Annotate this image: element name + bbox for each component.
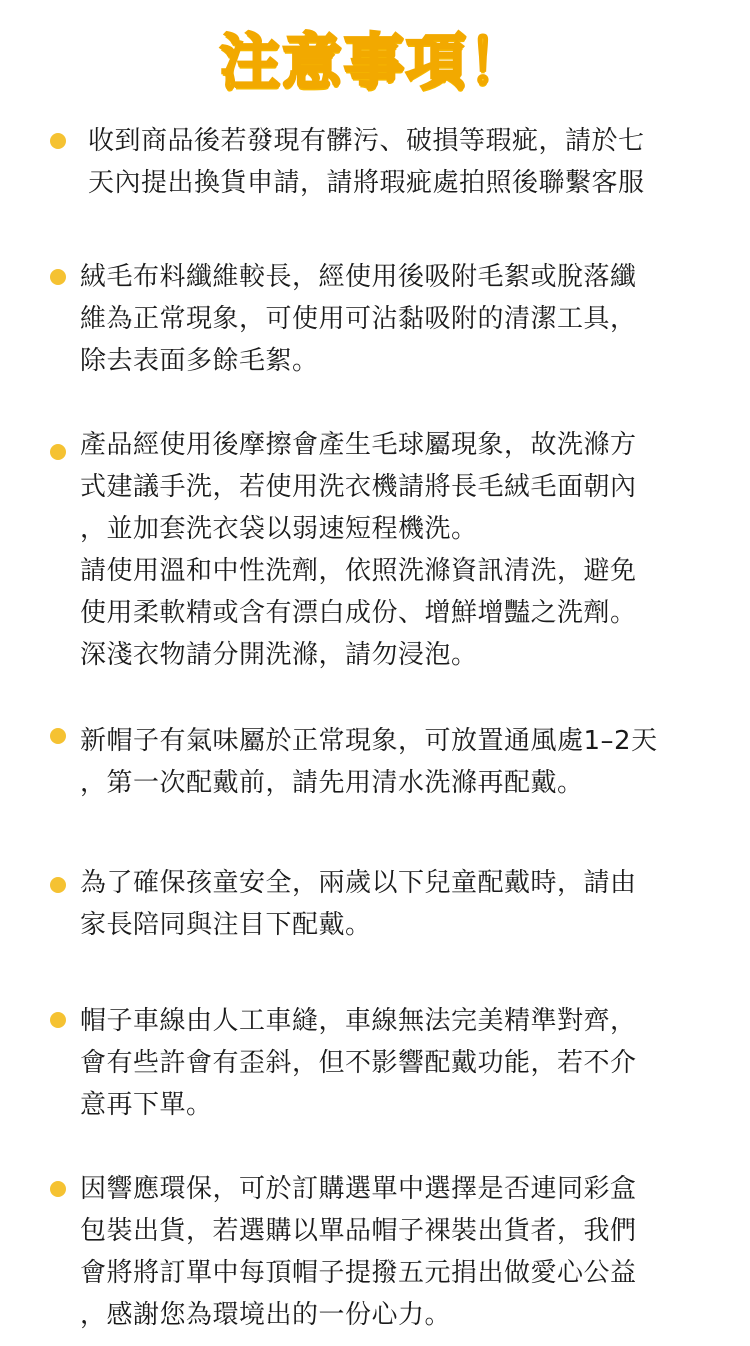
note-line: 深淺衣物請分開洗滌，請勿浸泡。: [80, 640, 478, 670]
note-line: ，並加套洗衣袋以弱速短程機洗。: [80, 514, 478, 544]
note-line: ，第一次配戴前，請先用清水洗滌再配戴。: [80, 768, 584, 798]
note-text: [80, 862, 710, 946]
note-line: 維為正常現象，可使用可沾黏吸附的清潔工具，: [80, 304, 637, 334]
note-line: 天內提出換貨申請，請將瑕疵處拍照後聯繫客服: [88, 168, 645, 198]
note-line: 為了確保孩童安全，兩歲以下兒童配戴時，請由: [80, 868, 637, 898]
note-text: [88, 120, 718, 204]
note-line: 會將將訂單中每頂帽子提撥五元捐出做愛心公益: [80, 1258, 637, 1288]
note-text: [80, 1168, 710, 1336]
note-text: [80, 424, 710, 676]
note-line: 家長陪同與注目下配戴。: [80, 910, 372, 940]
note-line: ，感謝您為環境出的一份心力。: [80, 1300, 452, 1330]
note-text: [80, 720, 710, 804]
note-line: 意再下單。: [80, 1090, 213, 1120]
note-line: 包裝出貨，若選購以單品帽子裸裝出貨者，我們: [80, 1216, 637, 1246]
note-line: 式建議手洗，若使用洗衣機請將長毛絨毛面朝內: [80, 472, 637, 502]
note-text: [80, 1000, 710, 1126]
bullet-icon: [50, 269, 66, 285]
page-title: 注意事項！: [220, 28, 530, 98]
note-line: 產品經使用後摩擦會產生毛球屬現象，故洗滌方: [80, 430, 637, 460]
note-line: 新帽子有氣味屬於正常現象，可放置通風處1–2天: [80, 726, 658, 756]
bullet-icon: [50, 1012, 66, 1028]
note-line: 請使用溫和中性洗劑，依照洗滌資訊清洗，避免: [80, 556, 637, 586]
note-line: 使用柔軟精或含有漂白成份、增鮮增豔之洗劑。: [80, 598, 637, 628]
note-line: 因響應環保，可於訂購選單中選擇是否連同彩盒: [80, 1174, 637, 1204]
note-line: 絨毛布料纖維較長，經使用後吸附毛絮或脫落纖: [80, 262, 637, 292]
note-line: 收到商品後若發現有髒污、破損等瑕疵，請於七: [88, 126, 645, 156]
bullet-icon: [50, 728, 66, 744]
bullet-icon: [50, 133, 66, 149]
note-line: 會有些許會有歪斜，但不影響配戴功能，若不介: [80, 1048, 637, 1078]
bullet-icon: [50, 1181, 66, 1197]
bullet-icon: [50, 444, 66, 460]
note-line: 除去表面多餘毛絮。: [80, 346, 319, 376]
note-text: [80, 256, 710, 382]
note-line: 帽子車線由人工車縫，車線無法完美精準對齊，: [80, 1006, 637, 1036]
bullet-icon: [50, 877, 66, 893]
